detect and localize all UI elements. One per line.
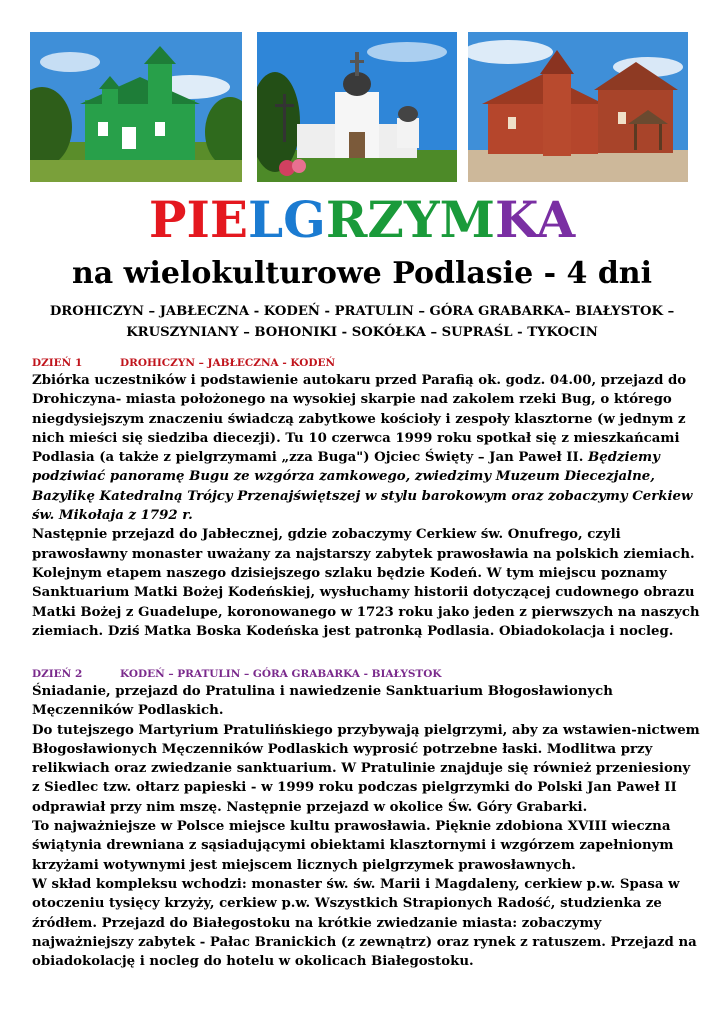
page-title xyxy=(0,190,724,250)
page-subtitle: na wielokulturowe Podlasie - 4 dni xyxy=(71,256,653,291)
title-letter-5: R xyxy=(325,190,368,249)
red-brick-castle-photo xyxy=(468,32,688,182)
title-letter-8: M xyxy=(439,190,495,249)
day-1-intro-text: Zbiórka uczestników i podstawienie autokaru przed Parafią ok. godz. 04.00, przejazd do Drohiczyna- miasta położonego na wysokiej skarpie nad zakolem rzeki Bug, o którego niegdysiejszym znaczeniu świadczą zabytkowe kościoły i zespoły klasztorne (w jednym z nich mieści się siedziba diecezji). Tu 10 czerwca 1999 roku spotkał się z mieszkańcami Podlasia (a także z pielgrzymami „zza Buga") Ojciec Święty – Jan Paweł II. xyxy=(32,373,687,466)
day-2-paragraph-1: Śniadanie, przejazd do Pratulina i nawiedzenie Sanktuarium Błogosławionych Męczenników Podlaskich. xyxy=(32,684,613,719)
title-letter-9: K xyxy=(494,190,537,249)
day-2-paragraph-3: To najważniejsze w Polsce miejsce kultu prawosławia. Pięknie zdobiona XVIII wieczna świątynia drewniana z sąsiadującymi obiektami klasztornymi i wzgórzem zapełnionym krzyżami wotywnymi jest miejscem licznych pielgrzymek prawosławnych. xyxy=(32,819,674,873)
day-2-section xyxy=(32,667,700,971)
day-2-paragraph-2: Do tutejszego Martyrium Pratulińskiego przybywają pielgrzymi, aby za wstawien-nictwem Błogosławionych Męczenników Podlaskich wyprosić potrzebne łaski. Modlitwa przy relikwiach oraz zwiedzanie sanktuarium. W Pratulinie znajduje się również przeniesiony z Siedlec tzw. ołtarz papieski - w 1999 roku podczas pielgrzymki do Polski Jan Paweł II odprawiał przy nim mszę. Następnie przejazd w okolice Św. Góry Grabarki. xyxy=(32,722,700,815)
title-letter-4: G xyxy=(283,190,326,249)
day-1-paragraph-2: Następnie przejazd do Jabłecznej, gdzie zobaczymy Cerkiew św. Onufrego, czyli prawosławny monaster uważany za najstarszy zabytek prawosławia na polskich ziemiach. Kolejnym etapem naszego dzisiejszego szlaku będzie Kodeń. W tym miejscu poznamy Sanktuarium Matki Bożej Kodeńskiej, wysłuchamy historii dotyczącej cudownego obrazu Matki Bożej z Guadelupe, koronowanego w 1723 roku jako jeden z pierwszych na naszych ziemiach. Dziś Matka Boska Kodeńska jest patronką Podlasia. Obiadokolacja i nocleg. xyxy=(32,527,700,639)
title-letter-0: P xyxy=(148,190,187,249)
day-1-italic-text: Będziemy podziwiać panoramę Bugu ze wzgórza zamkowego, zwiedzimy Muzeum Diecezjalne, Bazylikę Katedralną Trójcy Przenajświętszej w stylu barokowym oraz zobaczymy Cerkiew św. Mikołaja z 1792 r. xyxy=(32,450,693,524)
green-wooden-mosque-photo xyxy=(30,32,242,182)
photo-strip xyxy=(30,32,688,182)
day-1-route: DROHICZYN – JABŁECZNA - KODEŃ xyxy=(120,357,336,369)
title-letter-2: E xyxy=(209,190,248,249)
title-letter-3: L xyxy=(247,190,284,249)
day-2-paragraph-4: W skład kompleksu wchodzi: monaster św. św. Marii i Magdaleny, cerkiew p.w. Spasa w otoczeniu tysięcy krzyży, cerkiew p.w. Wszystkich Strapionych Radość, studzienka ze źródłem. Przejazd do Białegostoku na krótkie zwiedzanie miasta: zobaczymy najważniejszy zabytek - Pałac Branickich (z zewnątrz) oraz rynek z ratuszem. Przejazd na obiadokolację i nocleg do hotelu w okolicach Białegostoku. xyxy=(32,876,697,970)
day-1-header xyxy=(32,356,700,370)
white-orthodox-church-photo xyxy=(257,32,457,182)
day-1-label: DZIEŃ 1 xyxy=(32,357,83,369)
title-letter-6: Z xyxy=(367,190,404,249)
title-letter-7: Y xyxy=(403,190,440,249)
title-letter-10: A xyxy=(536,190,576,249)
day-1-paragraph-1 xyxy=(32,371,700,525)
route-places-line-1: DROHICZYN – JABŁECZNA - KODEŃ - PRATULIN – GÓRA GRABARKA– BIAŁYSTOK – xyxy=(49,304,675,319)
route-places-line-2: KRUSZYNIANY – BOHONIKI - SOKÓŁKA – SUPRAŚL - TYKOCIN xyxy=(126,325,598,340)
day-2-header xyxy=(32,667,700,681)
route-places xyxy=(30,301,694,343)
title-letter-1: I xyxy=(186,190,210,249)
day-1-section xyxy=(32,356,700,641)
day-2-label: DZIEŃ 2 xyxy=(32,668,83,680)
day-2-route: KODEŃ – PRATULIN – GÓRA GRABARKA - BIAŁYSTOK xyxy=(120,668,442,680)
